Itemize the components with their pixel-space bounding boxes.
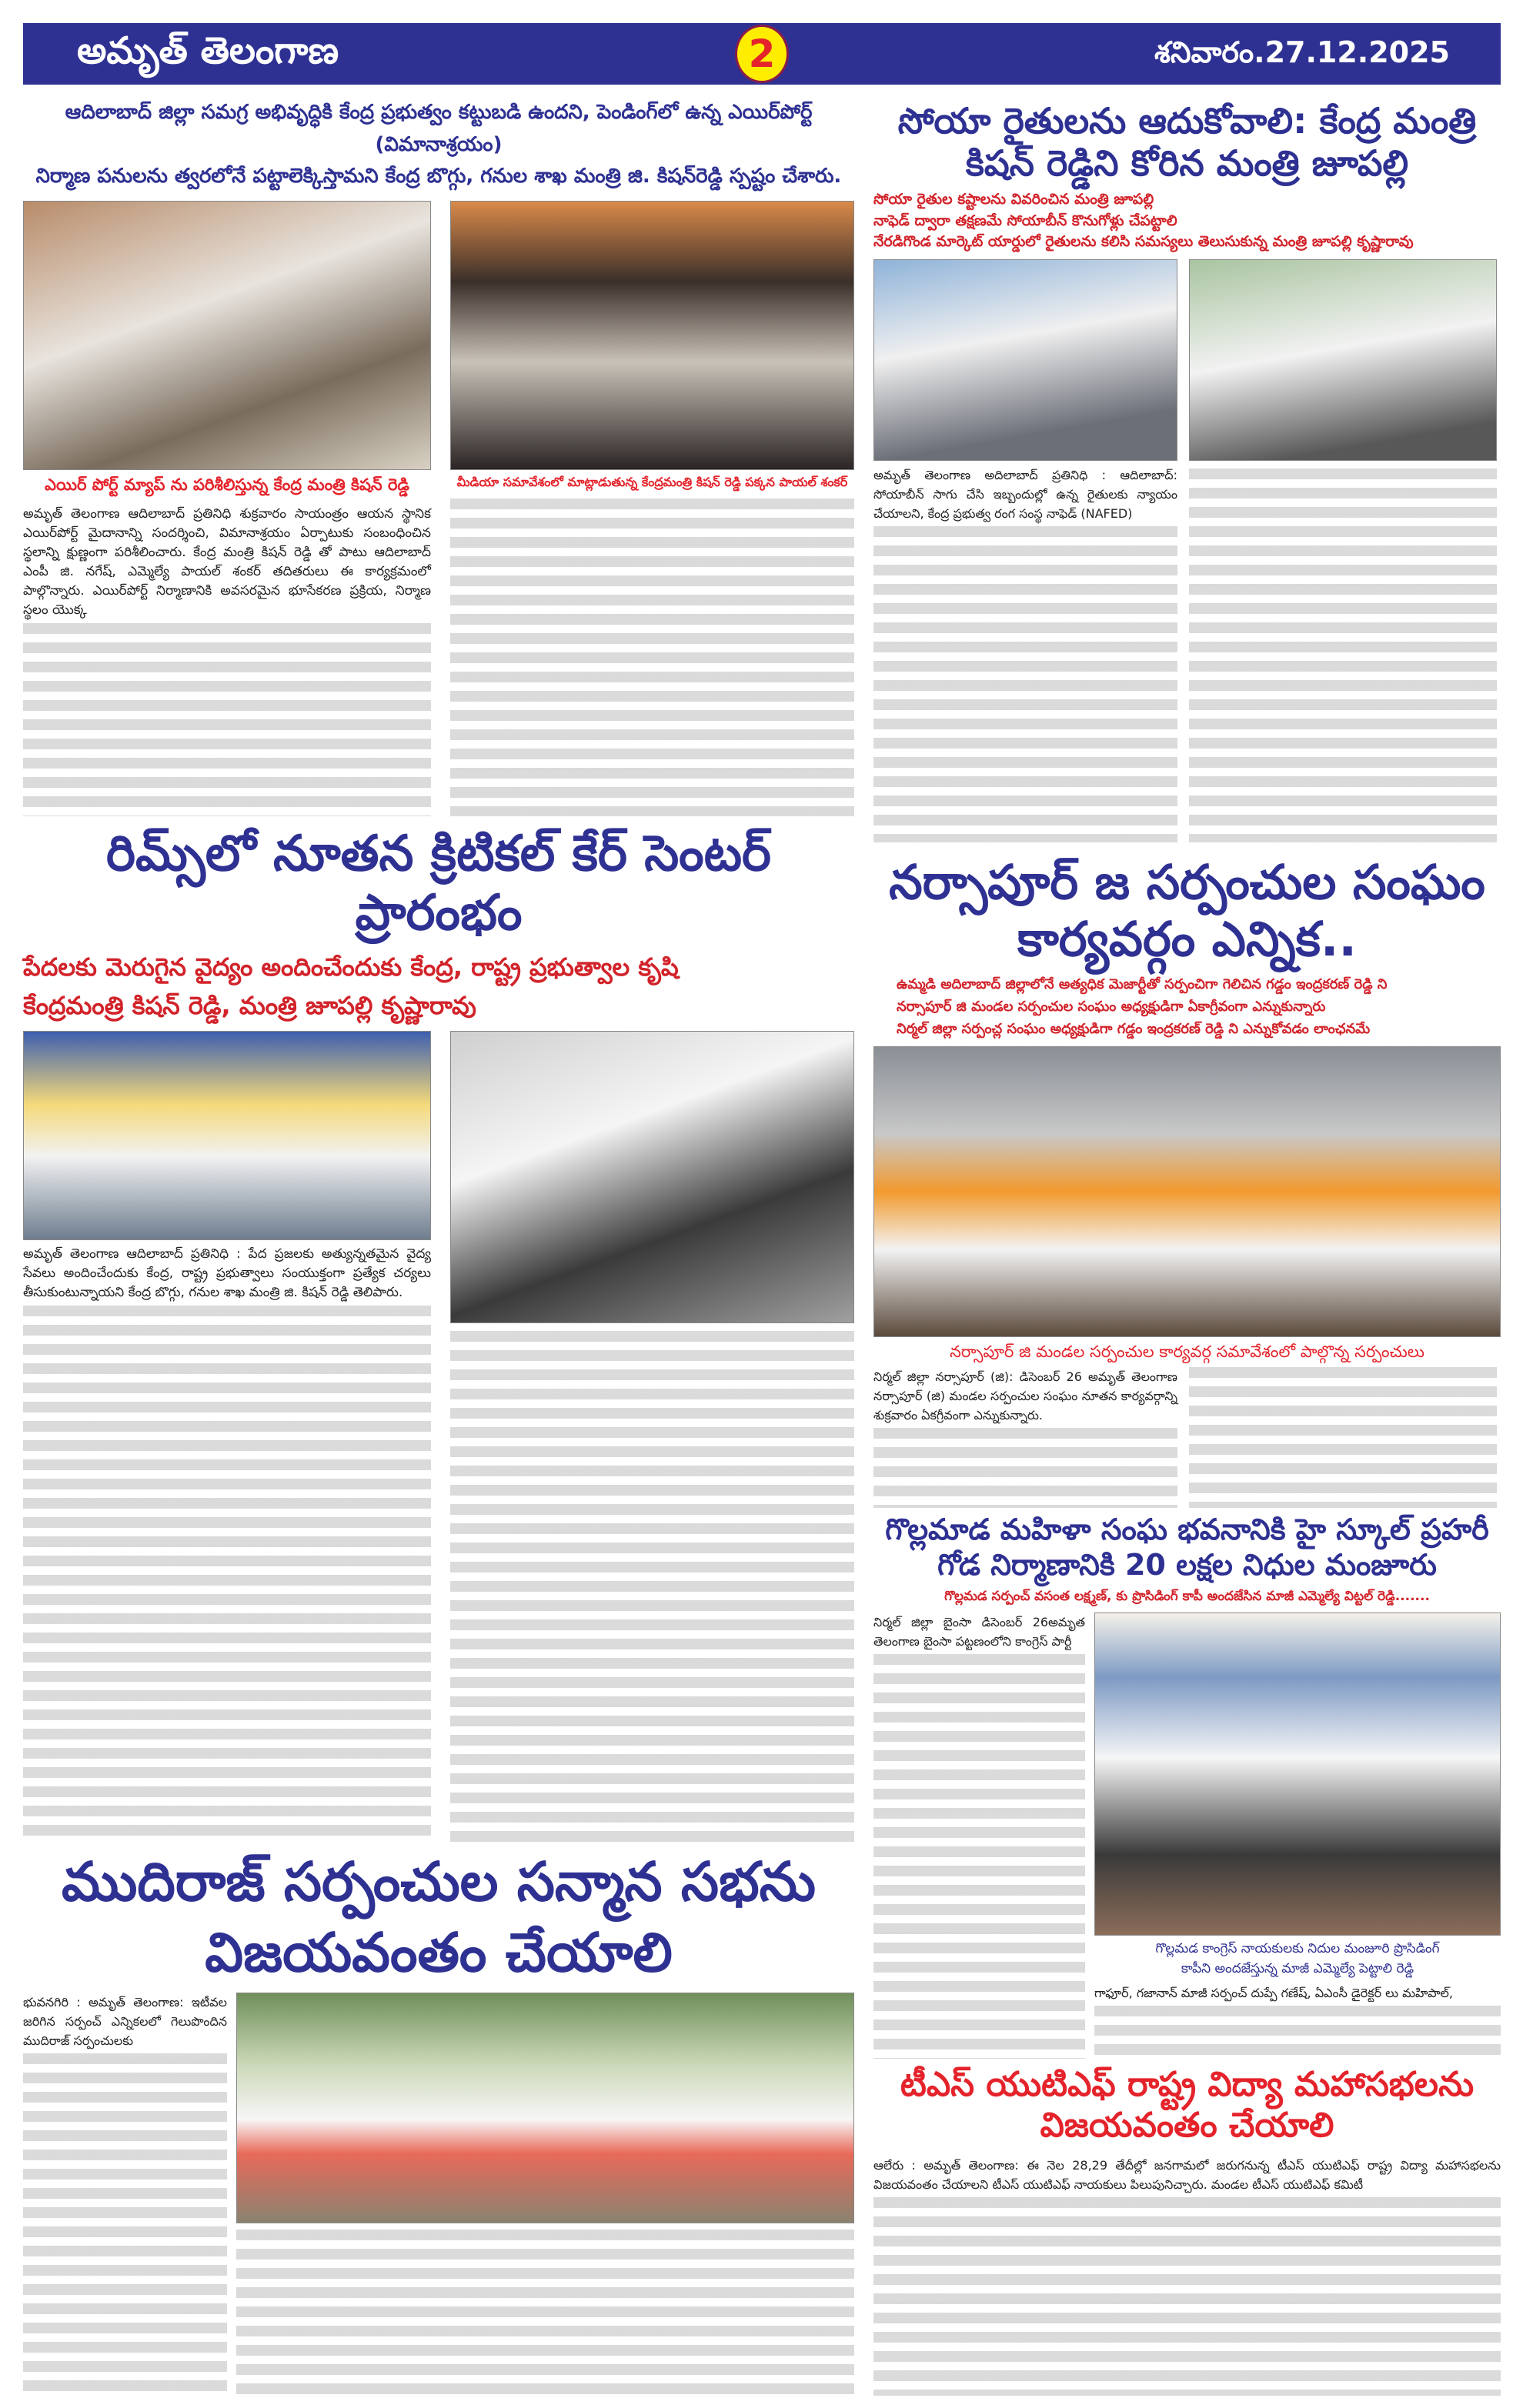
issue-date: శనివారం.27.12.2025 <box>1154 35 1450 69</box>
airport-map-photo <box>23 201 431 470</box>
article-body-text <box>23 623 431 816</box>
photo-caption: నర్సాపూర్ జి మండల సర్పంచుల కార్యవర్గ సమావేశంలో పాల్గొన్న సర్పంచులు <box>950 1342 1424 1361</box>
page-number-badge: 2 <box>735 25 789 83</box>
sarpanch-group-photo <box>873 1046 1501 1337</box>
airport-article <box>23 97 854 816</box>
article-body-text <box>873 2197 1501 2396</box>
article-body: ఆలేరు : అమృత్ తెలంగాణ: ఈ నెల 28,29 తేదీల్లో జనగామలో జరుగనున్న టీఎస్ యుటిఎఫ్ రాష్ట్ర విద్యా మహాసభలను విజయవంతం చేయాలని టీఎస్ యుటిఎఫ్ నాయకులు పిలుపునిచ్చారు. మండల టీఎస్ యుటిఎఫ్ కమిటీ <box>873 2157 1501 2192</box>
photo-caption: ఎయిర్ పోర్ట్ మ్యాప్ ను పరిశీలిస్తున్న కేంద్ర మంత్రి కిషన్ రెడ్డి <box>45 475 409 494</box>
subheads <box>23 948 854 1025</box>
subheads <box>873 189 1501 253</box>
minister-greeting-photo <box>450 1031 854 1323</box>
article-body-text <box>23 1306 431 1842</box>
headline: నర్సాపూర్ జ సర్పంచుల సంఘం కార్యవర్గం ఎన్నిక.. <box>889 854 1485 968</box>
soya-photo-2 <box>1189 259 1497 461</box>
mudiraj-article <box>23 1846 854 2396</box>
article-body-text <box>450 499 854 816</box>
subhead: నాఫెడ్ ద్వారా తక్షణమే సోయాబీన్ కొనుగోళ్లు చేపట్టాలి <box>873 212 1177 229</box>
article-body-text <box>873 526 1177 842</box>
article-body-text <box>1189 469 1497 842</box>
subhead: నేరడిగొండ మార్కెట్ యార్డులో రైతులను కలిసి సమస్యలు తెలుసుకున్న మంత్రి జూపల్లి కృష్ణారావు <box>873 233 1414 251</box>
airport-intro <box>23 97 854 193</box>
subhead: కేంద్రమంత్రి కిషన్ రెడ్డి, మంత్రి జూపల్లి కృష్ణారావు <box>23 990 476 1020</box>
headline: ముదిరాజ్ సర్పంచుల సన్మాన సభను విజయవంతం చేయాలి <box>62 1850 816 1984</box>
subhead: సోయా రైతుల కష్టాలను వివరించిన మంత్రి జూపల్లి <box>873 191 1154 208</box>
airport-intro-line: నిర్మాణ పనులను త్వరలోనే పట్టాలెక్కిస్తామని కేంద్ర బొగ్గు, గనుల శాఖ మంత్రి జి. కిషన్‌రెడ్డి స్పష్టం చేశారు. <box>35 165 842 188</box>
article-body-text <box>1094 2006 1501 2059</box>
article-body-text <box>450 1331 854 1842</box>
gollamada-article <box>873 1513 1501 2059</box>
rims-article <box>23 825 854 1842</box>
critical-care-inauguration-photo <box>23 1031 431 1240</box>
headline: రిమ్స్‌లో నూతన క్రిటికల్ కేర్ సెంటర్ ప్రారంభం <box>106 825 771 942</box>
newspaper-title: అమృత్ తెలంగాణ <box>77 29 339 72</box>
soya-article <box>873 100 1501 842</box>
article-body-text <box>873 1654 1085 2059</box>
subhead: నర్సాపూర్ జి మండల సర్పంచుల సంఘం అధ్యక్షుడిగా ఏకాగ్రీవంగా ఎన్నుకున్నారు <box>897 998 1326 1015</box>
subhead: ఉమ్మడి అదిలాబాద్ జిల్లాలోనే అత్యధిక మెజార్టీతో సర్పంచిగా గెలిచిన గడ్డం ఇంద్రకరణ్ రెడ్డి ని <box>897 976 1388 992</box>
soya-photo-1 <box>873 259 1177 461</box>
article-body: గాఫూర్, గజానాన్ మాజీ సర్పంచ్ దుప్పే గణేష్, ఏఎంసీ డైరెక్టర్ లు మహిపాల్, <box>1094 1985 1453 2000</box>
tsutf-article <box>873 2065 1501 2396</box>
article-body-text <box>873 1428 1177 1508</box>
article-body-text <box>236 2230 854 2396</box>
subhead: గొల్లమడ సర్పంచ్ వసంత లక్ష్మణ్, కు ప్రొసిడింగ్ కాపీ అందజేసిన మాజీ ఎమ్మెల్యే విట్టల్ రెడ్డి....... <box>944 1589 1430 1605</box>
caption-line: గొల్లమడ కాంగ్రెస్ నాయకులకు నిదుల మంజూరి ప్రొసిడింగ్ <box>1155 1940 1440 1956</box>
mudiraj-poster-release-photo <box>236 1993 854 2223</box>
article-body: నిర్మల్ జిల్లా నర్సాపూర్ (జి): డిసెంబర్ 26 అమృత్ తెలంగాణ నర్సాపూర్ (జి) మండల సర్పంచుల సంఘం నూతన కార్యవర్గాన్ని శుక్రవారం ఏకగ్రీవంగా ఎన్నుకున్నారు. <box>873 1369 1177 1423</box>
headline: గొల్లమాడ మహిళా సంఘ భవనానికి హై స్కూల్ ప్రహరీ గోడ నిర్మాణానికి 20 లక్షల నిధుల మంజూరు <box>885 1513 1489 1582</box>
article-body: అమృత్ తెలంగాణ అదిలాబాద్ ప్రతినిధి : ఆదిలాబాద్: సోయాబీన్ సాగు చేసి ఇబ్బందుల్లో ఉన్న రైతులకు న్యాయం చేయాలని, కేంద్ర ప్రభుత్వ రంగ సంస్థ నాఫెడ్ (NAFED) <box>873 468 1177 522</box>
subhead: నిర్మల్ జిల్లా సర్పంచ్ల సంఘం అధ్యక్షుడిగా గడ్డం ఇంద్రకరణ్ రెడ్డి ని ఎన్నుకోవడం లాంఛనమే <box>897 1020 1371 1037</box>
subheads <box>873 973 1501 1040</box>
article-body-text <box>1189 1367 1497 1508</box>
headline: టీఎస్ యుటిఎఫ్ రాష్ట్ర విద్యా మహాసభలను విజయవంతం చేయాలి <box>900 2065 1475 2145</box>
photo-caption: మీడియా సమావేశంలో మాట్లాడుతున్న కేంద్రమంత్రి కిషన్ రెడ్డి పక్కన పాయల్ శంకర్ <box>456 474 848 489</box>
article-body: అమృత్ తెలంగాణ ఆదిలాబాద్ ప్రతినిధి : పేద ప్రజలకు అత్యున్నతమైన వైద్య సేవలు అందించేందుకు కేంద్ర, రాష్ట్ర ప్రభుత్వాలు సంయుక్తంగా ప్రత్యేక చర్యలు తీసుకుంటున్నాయని కేంద్ర బొగ్గు, గనుల శాఖ మంత్రి జి. కిషన్ రెడ్డి తెలిపారు. <box>23 1246 431 1300</box>
narsapur-article <box>873 854 1501 1508</box>
article-body: భువనగిరి : అమృత్ తెలంగాణ: ఇటీవల జరిగిన సర్పంచ్ ఎన్నికలలో గెలుపొందిన ముదిరాజ్ సర్పంచులకు <box>23 1995 227 2048</box>
subhead: పేదలకు మెరుగైన వైద్యం అందించేందుకు కేంద్ర, రాష్ట్ర ప్రభుత్వాల కృషి <box>23 952 679 982</box>
airport-intro-line: ఆదిలాబాద్ జిల్లా సమగ్ర అభివృద్ధికి కేంద్ర ప్రభుత్వం కట్టుబడి ఉందని, పెండింగ్‌లో ఉన్న ఎయిర్‌పోర్ట్ (విమానాశ్రయం) <box>65 101 813 156</box>
photo-caption <box>1094 1939 1501 1979</box>
caption-line: కాపీని అందజేస్తున్న మాజీ ఎమ్మెల్యే పెట్టాలి రెడ్డి <box>1181 1960 1414 1976</box>
article-body: అమృత్ తెలంగాణ ఆదిలాబాద్ ప్రతినిధి శుక్రవారం సాయంత్రం ఆయన స్థానిక ఎయిర్‌పోర్ట్ మైదానాన్ని సందర్శించి, విమానాశ్రయం ఏర్పాటుకు సంబంధించిన స్థలాన్ని క్షుణ్ణంగా పరిశీలించారు. కేంద్ర మంత్రి కిషన్ రెడ్డి తో పాటు ఆదిలాబాద్ ఎంపీ జి. నగేష్, ఎమ్మెల్యే పాయల్ శంకర్ తదితరులు ఈ కార్యక్రమంలో పాల్గొన్నారు. ఎయిర్‌పోర్ట్ నిర్మాణానికి అవసరమైన భూసేకరణ ప్రక్రియ, నిర్మాణ స్థలం యొక్క <box>23 506 431 619</box>
article-body: నిర్మల్ జిల్లా బైంసా డిసెంబర్ 26అమృత తెలంగాణ బైంసా పట్టణంలోని కాంగ్రెస్ పార్టీ <box>873 1614 1085 1649</box>
headline: సోయా రైతులను ఆదుకోవాలి: కేంద్ర మంత్రి కిషన్ రెడ్డిని కోరిన మంత్రి జూపల్లి <box>897 100 1477 185</box>
proceeding-handover-photo <box>1094 1613 1501 1936</box>
press-meet-photo <box>450 201 854 470</box>
article-body-text <box>23 2053 227 2396</box>
